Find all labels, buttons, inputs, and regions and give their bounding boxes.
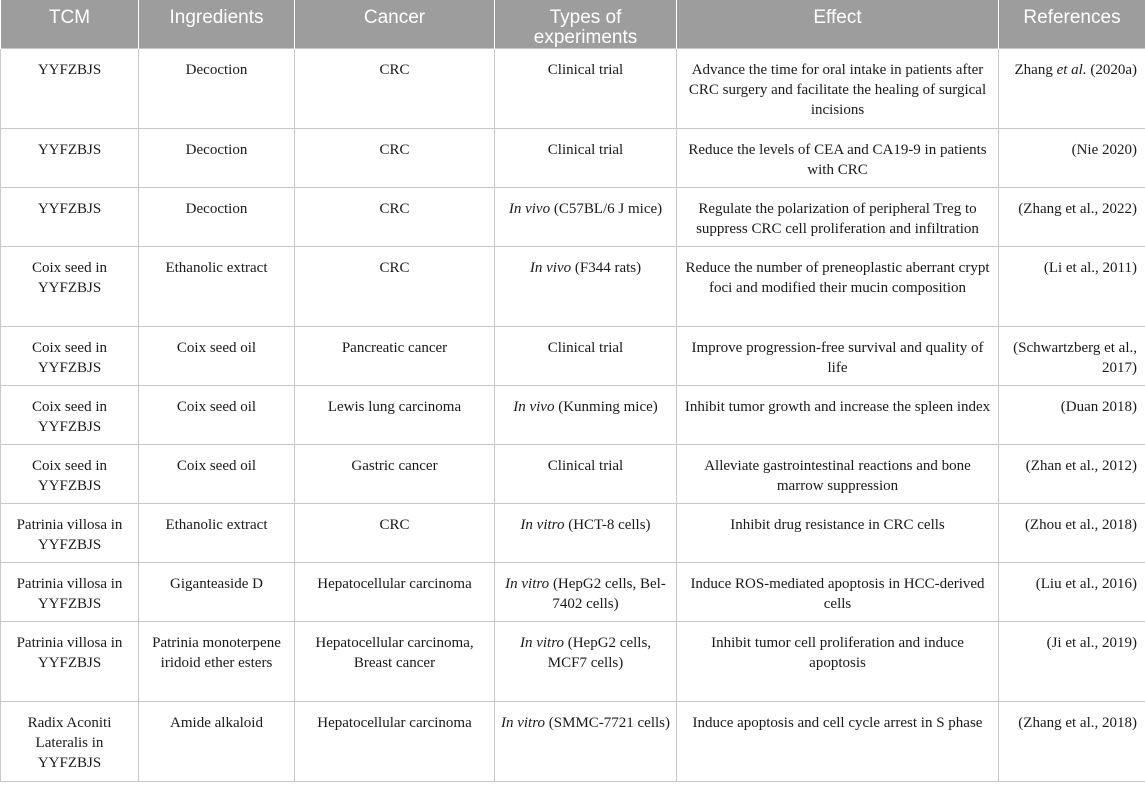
experiment-type-italic: In vivo: [513, 399, 555, 415]
table-row: [1, 445, 1145, 504]
col-header-effect: Effect: [677, 0, 999, 49]
col-header-ingredients: Ingredients: [139, 0, 295, 49]
cell-effect: Induce apoptosis and cell cycle arrest in S phase: [677, 702, 999, 782]
cell-effect: Inhibit tumor growth and increase the spleen index: [677, 386, 999, 445]
cell-effect: Inhibit tumor cell proliferation and induce apoptosis: [677, 622, 999, 702]
cell-experiment: [495, 445, 677, 504]
cell-reference: [999, 622, 1145, 702]
reference-author: (Zhang et al., 2022): [1018, 201, 1137, 217]
table-row: [1, 188, 1145, 247]
table-row: [1, 622, 1145, 702]
experiment-detail: Clinical trial: [547, 340, 624, 356]
cell-experiment: [495, 129, 677, 188]
cell-cancer: Lewis lung carcinoma: [295, 386, 495, 445]
cell-ingredients: Decoction: [139, 129, 295, 188]
cell-tcm: Coix seed in YYFZBJS: [1, 386, 139, 445]
table-row: [1, 129, 1145, 188]
cell-cancer: Hepatocellular carcinoma: [295, 563, 495, 622]
cell-reference: [999, 386, 1145, 445]
table-body: [1, 49, 1145, 782]
cell-reference: [999, 49, 1145, 129]
cell-experiment: [495, 622, 677, 702]
cell-ingredients: Coix seed oil: [139, 327, 295, 386]
cell-tcm: Patrinia villosa in YYFZBJS: [1, 563, 139, 622]
cell-experiment: [495, 327, 677, 386]
reference-author: (Ji et al., 2019): [1046, 635, 1137, 651]
cell-experiment: [495, 49, 677, 129]
cell-effect: Reduce the number of preneoplastic aberrant crypt foci and modified their mucin composition: [677, 247, 999, 327]
reference-author: (Schwartzberg et al., 2017): [1013, 340, 1137, 376]
cell-cancer: Gastric cancer: [295, 445, 495, 504]
col-header-experiments: Types of experiments: [495, 0, 677, 49]
cell-reference: [999, 563, 1145, 622]
experiment-detail: Clinical trial: [547, 458, 624, 474]
cell-experiment: [495, 563, 677, 622]
reference-author: (Li et al., 2011): [1043, 260, 1137, 276]
cell-tcm: YYFZBJS: [1, 49, 139, 129]
reference-author: (Nie 2020): [1071, 142, 1137, 158]
cell-tcm: Radix Aconiti Lateralis in YYFZBJS: [1, 702, 139, 782]
reference-etal: et al.: [1056, 62, 1087, 78]
cell-cancer: CRC: [295, 49, 495, 129]
experiment-detail: (SMMC-7721 cells): [545, 715, 671, 731]
table-row: [1, 702, 1145, 782]
cell-experiment: [495, 702, 677, 782]
cell-effect: Induce ROS-mediated apoptosis in HCC-derived cells: [677, 563, 999, 622]
cell-effect: Regulate the polarization of peripheral Treg to suppress CRC cell proliferation and infiltration: [677, 188, 999, 247]
experiment-detail: (HCT-8 cells): [564, 517, 651, 533]
cell-ingredients: Patrinia monoterpene iridoid ether esters: [139, 622, 295, 702]
cell-ingredients: Coix seed oil: [139, 386, 295, 445]
table-row: [1, 386, 1145, 445]
cell-tcm: Coix seed in YYFZBJS: [1, 327, 139, 386]
experiment-detail: (HepG2 cells, Bel-7402 cells): [549, 576, 666, 612]
experiment-type-italic: In vitro: [500, 715, 546, 731]
reference-year: (2020a): [1086, 62, 1137, 78]
table-row: [1, 247, 1145, 327]
cell-reference: [999, 129, 1145, 188]
cell-reference: [999, 247, 1145, 327]
cell-ingredients: Decoction: [139, 188, 295, 247]
cell-cancer: CRC: [295, 188, 495, 247]
cell-cancer: CRC: [295, 504, 495, 563]
cell-cancer: Hepatocellular carcinoma, Breast cancer: [295, 622, 495, 702]
experiment-type-italic: In vivo: [529, 260, 572, 276]
cell-reference: [999, 445, 1145, 504]
header-row: [1, 0, 1145, 49]
cell-reference: [999, 327, 1145, 386]
cell-ingredients: Decoction: [139, 49, 295, 129]
cell-effect: Alleviate gastrointestinal reactions and bone marrow suppression: [677, 445, 999, 504]
cell-ingredients: Ethanolic extract: [139, 247, 295, 327]
cell-effect: Reduce the levels of CEA and CA19-9 in patients with CRC: [677, 129, 999, 188]
cell-cancer: CRC: [295, 129, 495, 188]
experiment-type-italic: In vivo: [508, 201, 551, 217]
reference-author: (Liu et al., 2016): [1035, 576, 1137, 592]
cell-cancer: Hepatocellular carcinoma: [295, 702, 495, 782]
cell-effect: Inhibit drug resistance in CRC cells: [677, 504, 999, 563]
cell-effect: Improve progression-free survival and quality of life: [677, 327, 999, 386]
reference-author: (Zhan et al., 2012): [1025, 458, 1137, 474]
cell-cancer: Pancreatic cancer: [295, 327, 495, 386]
experiment-detail: (C57BL/6 J mice): [550, 201, 663, 217]
cell-ingredients: Giganteaside D: [139, 563, 295, 622]
cell-experiment: [495, 504, 677, 563]
experiment-type-italic: In vitro: [519, 635, 564, 651]
experiment-type-italic: In vitro: [505, 576, 550, 592]
cell-reference: [999, 188, 1145, 247]
cell-tcm: Patrinia villosa in YYFZBJS: [1, 622, 139, 702]
cell-ingredients: Ethanolic extract: [139, 504, 295, 563]
cell-experiment: [495, 247, 677, 327]
cell-experiment: [495, 188, 677, 247]
reference-author: (Duan 2018): [1060, 399, 1137, 415]
table-row: [1, 327, 1145, 386]
reference-author: (Zhou et al., 2018): [1024, 517, 1137, 533]
cell-experiment: [495, 386, 677, 445]
cell-ingredients: Amide alkaloid: [139, 702, 295, 782]
cell-ingredients: Coix seed oil: [139, 445, 295, 504]
cell-reference: [999, 702, 1145, 782]
table-row: [1, 504, 1145, 563]
experiment-type-italic: In vitro: [520, 517, 565, 533]
table-header: [1, 0, 1145, 49]
col-header-tcm: TCM: [1, 0, 139, 49]
cell-tcm: YYFZBJS: [1, 129, 139, 188]
col-header-references: References: [999, 0, 1145, 49]
cell-tcm: Patrinia villosa in YYFZBJS: [1, 504, 139, 563]
cell-tcm: Coix seed in YYFZBJS: [1, 247, 139, 327]
table-row: [1, 563, 1145, 622]
experiment-detail: (F344 rats): [571, 260, 642, 276]
cell-tcm: Coix seed in YYFZBJS: [1, 445, 139, 504]
cell-effect: Advance the time for oral intake in patients after CRC surgery and facilitate the healing of surgical incisions: [677, 49, 999, 129]
cell-reference: [999, 504, 1145, 563]
cell-tcm: YYFZBJS: [1, 188, 139, 247]
col-header-cancer: Cancer: [295, 0, 495, 49]
cell-cancer: CRC: [295, 247, 495, 327]
experiment-detail: Clinical trial: [547, 142, 624, 158]
table-row: [1, 49, 1145, 129]
experiment-detail: Clinical trial: [547, 62, 624, 78]
reference-author: (Zhang et al., 2018): [1018, 715, 1137, 731]
experiment-detail: (HepG2 cells, MCF7 cells): [547, 635, 652, 671]
reference-author: Zhang: [1014, 62, 1057, 78]
experiment-detail: (Kunming mice): [554, 399, 658, 415]
